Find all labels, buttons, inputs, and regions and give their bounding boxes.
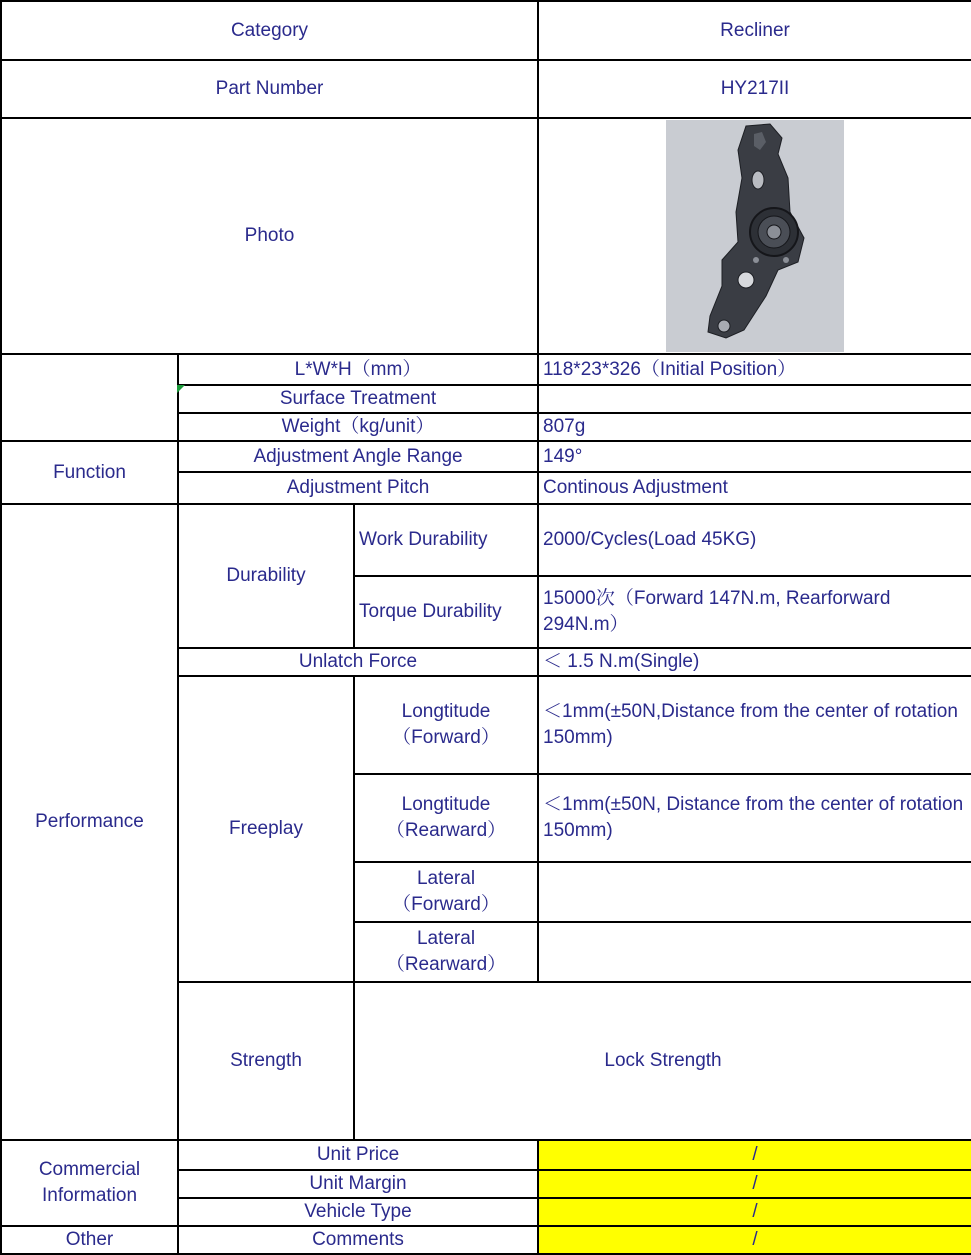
strength-group-label: Strength xyxy=(178,982,354,1140)
unit-price-value: / xyxy=(538,1140,971,1170)
longitude-rearward-label xyxy=(354,774,538,862)
unit-margin-value: / xyxy=(538,1170,971,1198)
dimensions-group-cell xyxy=(1,354,178,441)
torque-durability-label: Torque Durability xyxy=(354,576,538,648)
longitude-forward-label xyxy=(354,676,538,774)
unit-price-label: Unit Price xyxy=(178,1140,538,1170)
lateral-forward-label xyxy=(354,862,538,922)
commercial-group-line2: Information xyxy=(41,1185,138,1206)
longitude-forward-value: ＜1mm(±50N,Distance from the center of rotation 150mm) xyxy=(538,676,971,774)
lateral-forward-value xyxy=(538,862,971,922)
longitude-rearward-value: ＜1mm(±50N, Distance from the center of rotation 150mm) xyxy=(538,774,971,862)
vehicle-type-value: / xyxy=(538,1198,971,1226)
cell-comment-marker xyxy=(177,385,185,393)
comments-value: / xyxy=(538,1226,971,1254)
surface-treatment-value xyxy=(538,385,971,413)
work-durability-value: 2000/Cycles(Load 45KG) xyxy=(538,504,971,576)
lateral-rearward-label-line2: （Rearward） xyxy=(385,954,507,975)
lateral-rearward-label xyxy=(354,922,538,982)
performance-group-label: Performance xyxy=(1,504,178,1140)
work-durability-label: Work Durability xyxy=(354,504,538,576)
comments-label: Comments xyxy=(178,1226,538,1254)
lateral-forward-label-line1: Lateral xyxy=(416,868,476,889)
part-number-value: HY217II xyxy=(538,60,971,118)
longitude-forward-label-line1: Longtitude xyxy=(401,701,491,722)
adjustment-pitch-label: Adjustment Pitch xyxy=(178,472,538,504)
unit-margin-label: Unit Margin xyxy=(178,1170,538,1198)
recliner-drawing xyxy=(666,120,844,352)
photo-label: Photo xyxy=(1,118,538,354)
lwh-value: 118*23*326（Initial Position） xyxy=(538,354,971,385)
unlatch-force-label: Unlatch Force xyxy=(178,648,538,676)
adjustment-pitch-value: Continous Adjustment xyxy=(538,472,971,504)
part-number-label: Part Number xyxy=(1,60,538,118)
lateral-rearward-value xyxy=(538,922,971,982)
longitude-rearward-label-line2: （Rearward） xyxy=(385,820,507,841)
weight-value: 807g xyxy=(538,413,971,441)
photo-cell xyxy=(538,118,971,354)
durability-group-label: Durability xyxy=(178,504,354,648)
surface-treatment-label: Surface Treatment xyxy=(178,385,538,413)
weight-label: Weight（kg/unit） xyxy=(178,413,538,441)
category-label: Category xyxy=(1,1,538,60)
other-group-label: Other xyxy=(1,1226,178,1254)
function-group-label: Function xyxy=(1,441,178,504)
longitude-forward-label-line2: （Forward） xyxy=(392,727,500,748)
vehicle-type-label: Vehicle Type xyxy=(178,1198,538,1226)
unlatch-force-value: ＜ 1.5 N.m(Single) xyxy=(538,648,971,676)
lock-strength-label: Lock Strength xyxy=(354,982,971,1140)
angle-range-label: Adjustment Angle Range xyxy=(178,441,538,472)
angle-range-value: 149° xyxy=(538,441,971,472)
freeplay-group-label: Freeplay xyxy=(178,676,354,982)
lateral-rearward-label-line1: Lateral xyxy=(416,928,476,949)
recliner-part-image xyxy=(666,120,844,352)
lwh-label: L*W*H（mm） xyxy=(178,354,538,385)
commercial-group-line1: Commercial xyxy=(38,1159,141,1180)
lateral-forward-label-line2: （Forward） xyxy=(392,894,500,915)
commercial-group-label xyxy=(1,1140,178,1226)
torque-durability-value: 15000次（Forward 147N.m, Rearforward 294N.m） xyxy=(538,576,971,648)
category-value: Recliner xyxy=(538,1,971,60)
longitude-rearward-label-line1: Longtitude xyxy=(401,794,491,815)
